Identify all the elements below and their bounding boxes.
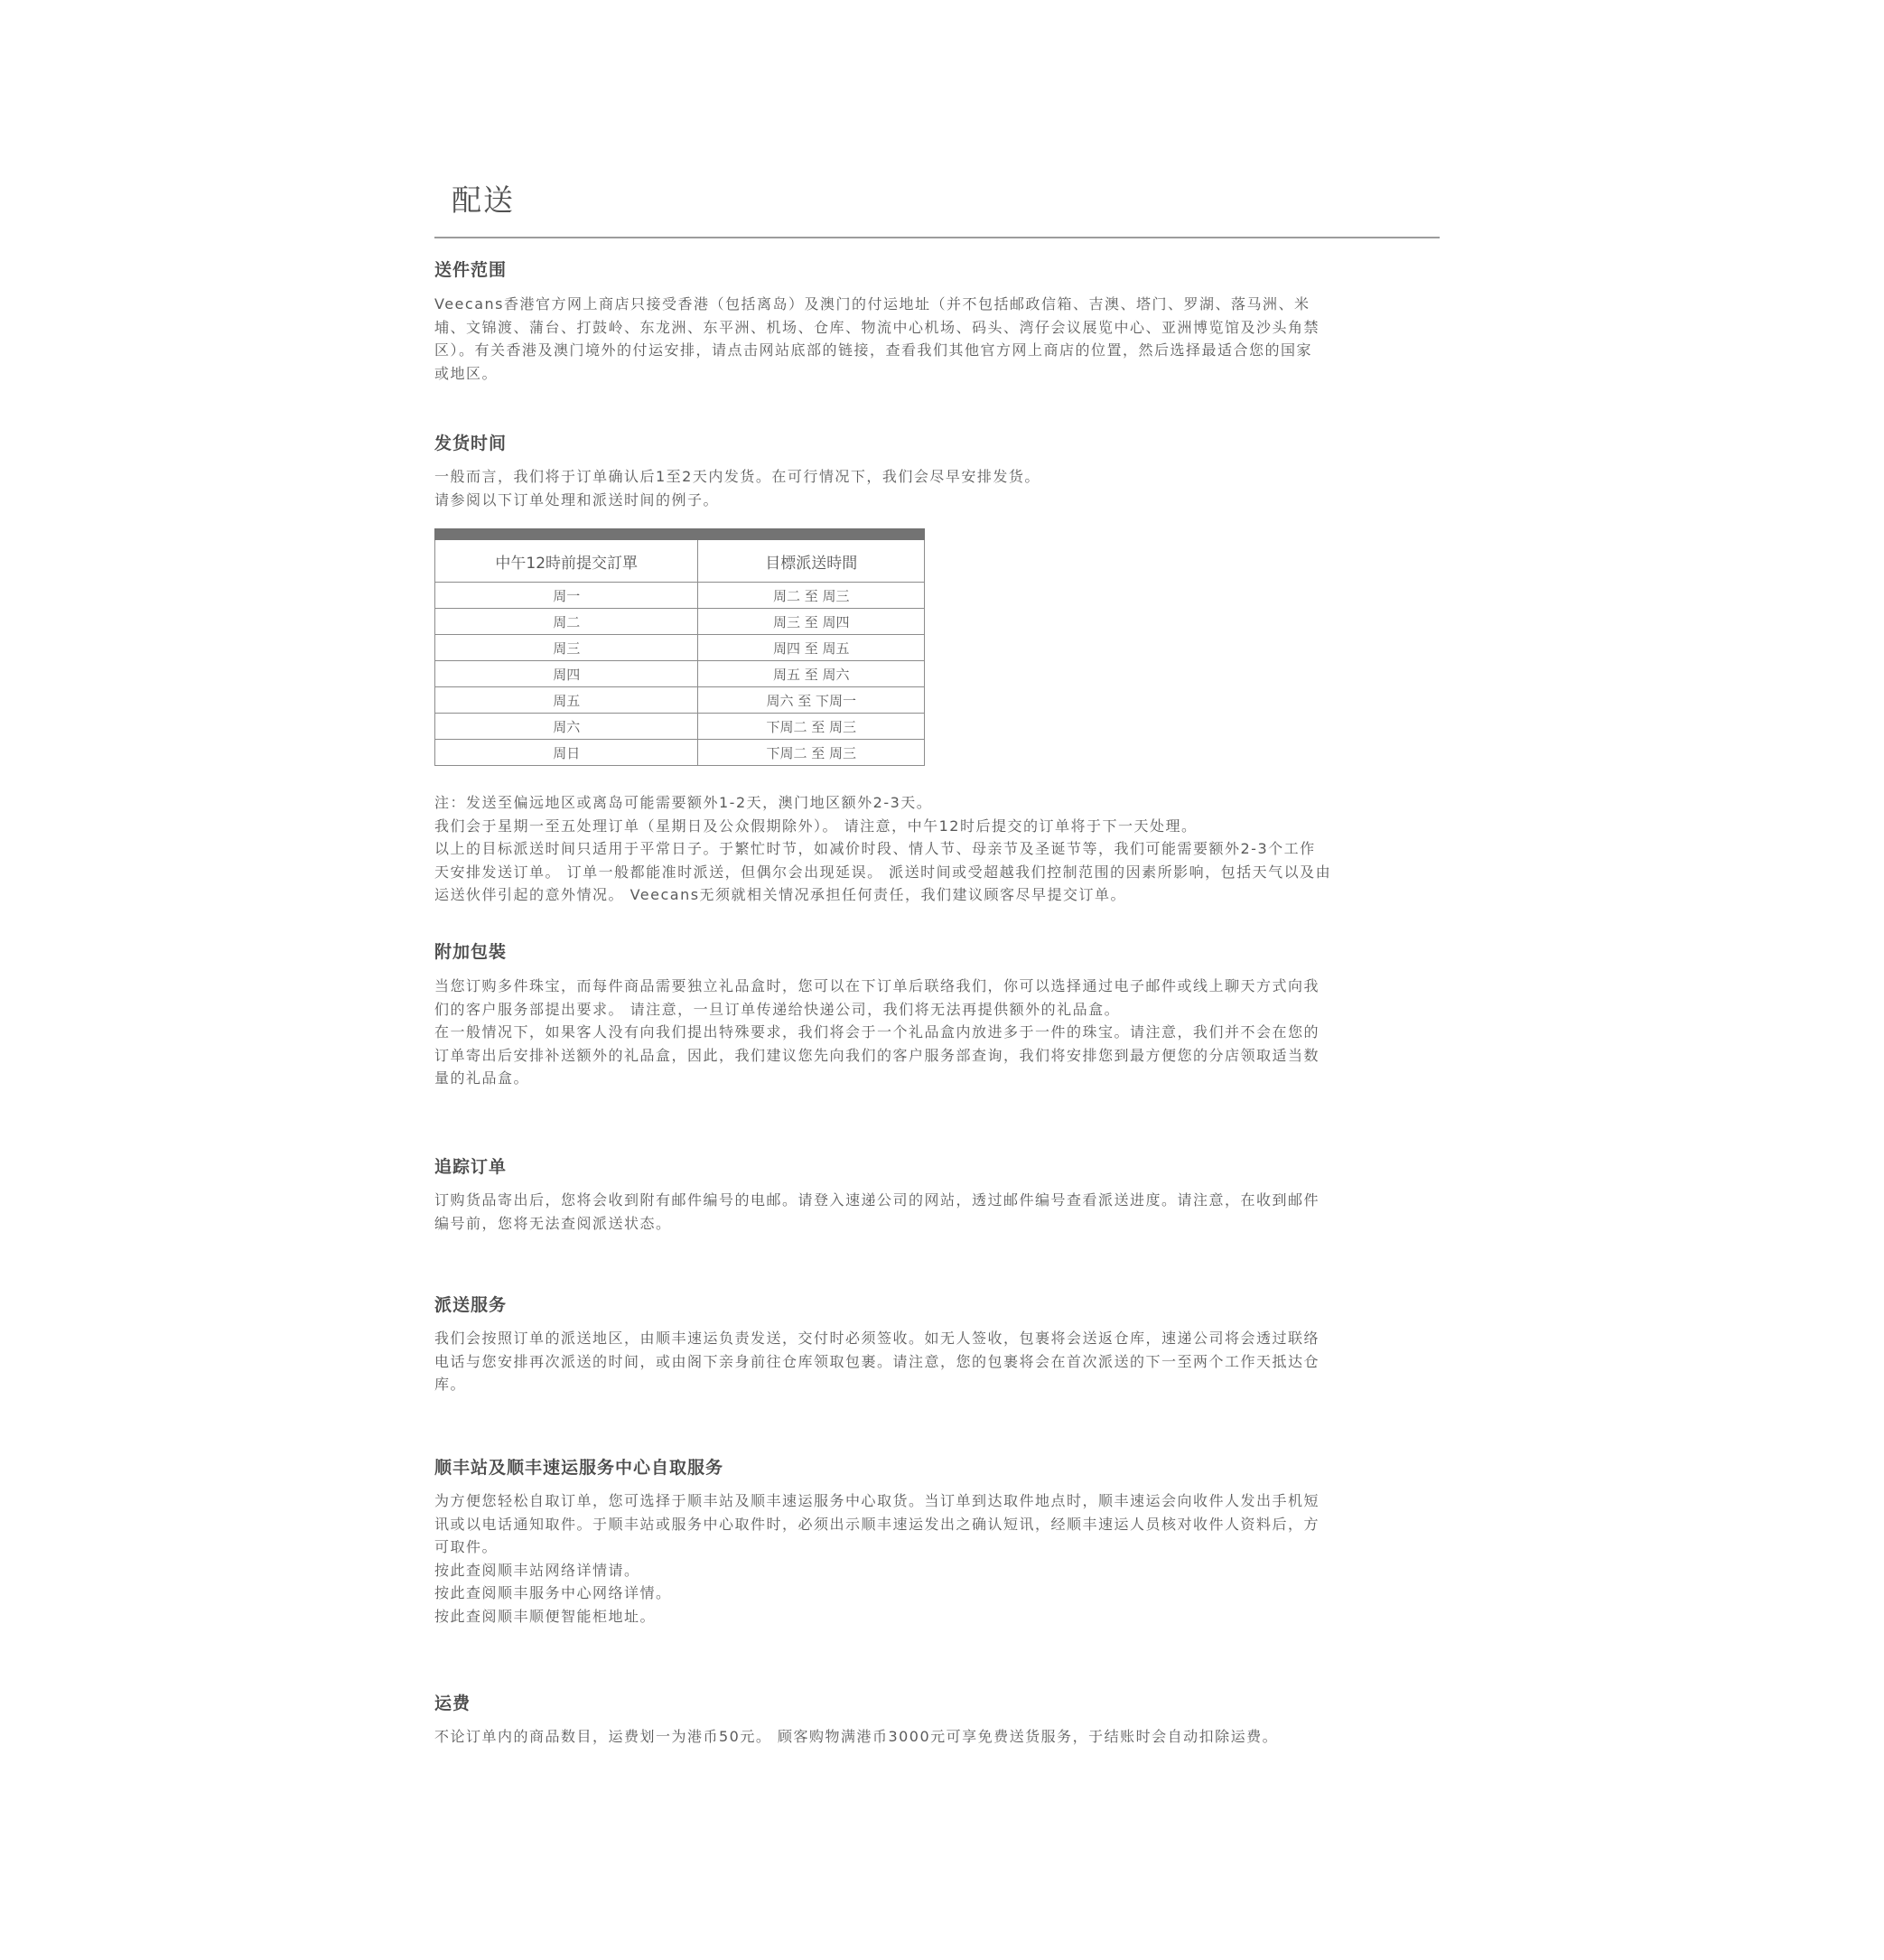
table-cell: 周五 至 周六	[698, 661, 925, 687]
text-line: 电话与您安排再次派送的时间，或由阁下亲身前往仓库领取包裹。请注意，您的包裹将会在首次派送的下一至两个工作天抵达仓	[434, 1352, 1320, 1370]
table-cell: 周五	[435, 687, 698, 714]
pickup-paragraph	[434, 1489, 1439, 1628]
text-line: 可取件。	[434, 1538, 499, 1555]
table-cell: 下周二 至 周三	[698, 714, 925, 740]
sf-service-center-link[interactable]: 按此查阅顺丰服务中心网络详情。	[434, 1584, 672, 1601]
table-cell: 周二	[435, 609, 698, 635]
table-cell: 周六 至 下周一	[698, 687, 925, 714]
table-row	[435, 740, 925, 766]
table-row	[435, 687, 925, 714]
table-cell: 周四	[435, 661, 698, 687]
text-line: 当您订购多件珠宝，而每件商品需要独立礼品盒时，您可以在下订单后联络我们，你可以选择通过电子邮件或线上聊天方式向我	[434, 977, 1320, 994]
dispatch-notes	[434, 791, 1439, 907]
table-cell: 周二 至 周三	[698, 583, 925, 609]
text-line: 我们会于星期一至五处理订单（星期日及公众假期除外）。 请注意，中午12时后提交的订单将于下一天处理。	[434, 817, 1198, 835]
section-heading-shipping-fee: 运费	[434, 1694, 471, 1713]
text-line: 订购货品寄出后，您将会收到附有邮件编号的电邮。请登入速递公司的网站，透过邮件编号查看派送进度。请注意，在收到邮件	[434, 1191, 1320, 1209]
text-line: 请参阅以下订单处理和派送时间的例子。	[434, 490, 720, 509]
sf-smart-locker-link[interactable]: 按此查阅顺丰顺便智能柜地址。	[434, 1607, 657, 1625]
table-cell: 周日	[435, 740, 698, 766]
text-line: 们的客户服务部提出要求。 请注意，一旦订单传递给快递公司，我们将无法再提供额外的礼品盒。	[434, 1000, 1121, 1018]
table-cell: 周三 至 周四	[698, 609, 925, 635]
text-line: 天安排发送订单。 订单一般都能准时派送，但偶尔会出现延误。 派送时间或受超越我们控制范围的因素所影响，包括天气以及由	[434, 863, 1332, 881]
text-line: 运送伙伴引起的意外情况。 Veecans无须就相关情况承担任何责任，我们建议顾客尽早提交订单。	[434, 886, 1127, 903]
table-row	[435, 635, 925, 661]
text-line: 不论订单内的商品数目，运费划一为港币50元。 顾客购物满港币3000元可享免费送货服务，于结账时会自动扣除运费。	[434, 1728, 1279, 1745]
table-header-row	[435, 540, 925, 583]
table-cell: 周四 至 周五	[698, 635, 925, 661]
table-row	[435, 609, 925, 635]
table-cell: 下周二 至 周三	[698, 740, 925, 766]
text-line: 一般而言，我们将于订单确认后1至2天内发货。在可行情况下，我们会尽早安排发货。	[434, 468, 1040, 485]
text-line: Veecans香港官方网上商店只接受香港（包括离岛）及澳门的付运地址（并不包括邮政信箱、吉澳、塔门、罗湖、落马洲、米	[434, 295, 1310, 313]
text-line: 库。	[434, 1376, 467, 1393]
text-line: 或地区。	[434, 364, 499, 382]
text-line: 在一般情况下，如果客人没有向我们提出特殊要求，我们将会于一个礼品盒内放进多于一件的珠宝。请注意，我们并不会在您的	[434, 1023, 1320, 1041]
text-line: 量的礼品盒。	[434, 1069, 530, 1087]
title-divider	[434, 237, 1440, 238]
section-heading-packaging: 附加包裝	[434, 942, 508, 962]
delivery-paragraph	[434, 1327, 1439, 1396]
table-row	[435, 714, 925, 740]
section-heading-pickup: 顺丰站及顺丰速运服务中心自取服务	[434, 1458, 724, 1478]
text-line: 编号前，您将无法查阅派送状态。	[434, 1214, 672, 1232]
table-cell: 周一	[435, 583, 698, 609]
column-header-order-time: 中午12時前提交訂單	[435, 540, 698, 583]
tracking-paragraph	[434, 1189, 1439, 1235]
scope-paragraph	[434, 293, 1439, 385]
sf-station-link[interactable]: 按此查阅顺丰站网络详情请。	[434, 1561, 640, 1579]
text-line: 我们会按照订单的派送地区，由顺丰速运负责发送，交付时必须签收。如无人签收，包裹将会送返仓库，速递公司将会透过联络	[434, 1330, 1320, 1347]
text-line: 注：发送至偏远地区或离岛可能需要额外1-2天，澳门地区额外2-3天。	[434, 794, 933, 811]
text-line: 为方便您轻松自取订单，您可选择于顺丰站及顺丰速运服务中心取货。当订单到达取件地点时，顺丰速运会向收件人发出手机短	[434, 1492, 1320, 1509]
packaging-paragraph	[434, 975, 1439, 1090]
table-cell: 周六	[435, 714, 698, 740]
section-heading-dispatch: 发货时间	[434, 434, 508, 453]
delivery-schedule-table	[434, 528, 925, 766]
table-row	[435, 661, 925, 687]
text-line: 订单寄出后安排补送额外的礼品盒，因此，我们建议您先向我们的客户服务部查询，我们将安排您到最方便您的分店领取适当数	[434, 1046, 1320, 1064]
table-top-bar	[435, 529, 925, 540]
shipping-fee-paragraph	[434, 1725, 1439, 1749]
text-line: 以上的目标派送时间只适用于平常日子。于繁忙时节，如减价时段、情人节、母亲节及圣诞节等，我们可能需要额外2-3个工作	[434, 840, 1316, 857]
page-title: 配送	[452, 182, 515, 218]
table-row	[435, 583, 925, 609]
text-line: 讯或以电话通知取件。于顺丰站或服务中心取件时，必须出示顺丰速运发出之确认短讯，经顺丰速运人员核对收件人资料后，方	[434, 1515, 1320, 1533]
dispatch-paragraph	[434, 465, 1439, 511]
text-line: 区）。有关香港及澳门境外的付运安排，请点击网站底部的链接，查看我们其他官方网上商店的位置，然后选择最适合您的国家	[434, 341, 1313, 359]
section-heading-scope: 送件范围	[434, 260, 508, 280]
column-header-target-delivery: 目標派送時間	[698, 540, 925, 583]
section-heading-delivery: 派送服务	[434, 1295, 508, 1315]
table-cell: 周三	[435, 635, 698, 661]
text-line: 埔、文锦渡、蒲台、打鼓岭、东龙洲、东平洲、机场、仓库、物流中心机场、码头、湾仔会议展览中心、亚洲博览馆及沙头角禁	[434, 318, 1320, 336]
section-heading-tracking: 追踪订单	[434, 1157, 508, 1177]
